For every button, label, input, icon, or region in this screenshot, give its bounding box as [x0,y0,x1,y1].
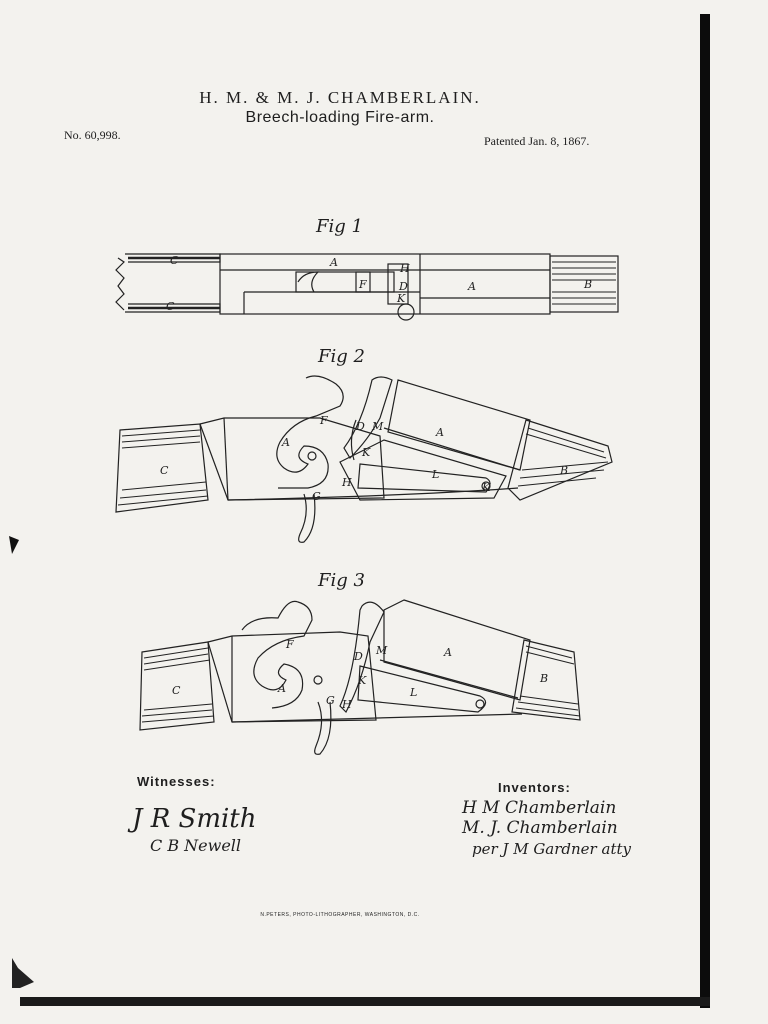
fig3-part-b: B [540,672,549,685]
fig3-part-k: K [358,674,367,687]
fig1-part-c-lower: C [166,300,175,313]
fig2-part-m: M [372,420,384,433]
fig1-label: Fig 1 [316,216,363,237]
fig3-part-c: C [172,684,181,697]
inventors-heading: Inventors: [498,780,571,795]
patent-date: Patented Jan. 8, 1867. [484,134,590,148]
fig1-part-a-left: A [330,256,338,269]
fig1-part-f: F [359,278,367,291]
inventor-signature-3: per J M Gardner atty [472,840,631,858]
witnesses-heading: Witnesses: [137,774,216,789]
fig3-part-g: G [326,694,335,707]
patent-number: No. 60,998. [64,128,121,142]
inventor-signature-1: H M Chamberlain [462,798,617,818]
fig1-part-k: K [397,292,406,305]
inventor-signature-2: M. J. Chamberlain [462,818,618,838]
lithographer-credit: N.PETERS, PHOTO-LITHOGRAPHER, WASHINGTON, D.C. [260,912,420,918]
fig2-part-k: K [362,446,371,459]
fig2-part-f: F [320,414,328,427]
scan-bottom-bar [20,997,710,1006]
fig1-part-d: D [399,280,408,293]
fig1-part-c-upper: C [170,254,179,267]
fig2-part-c: C [160,464,169,477]
fig2-part-k-pivot: K [482,481,491,494]
fig2-part-d: D [356,420,365,433]
fig2-part-l: L [432,468,440,481]
witness-signature-1: J R Smith [132,804,257,834]
fig1-part-b: B [584,278,593,291]
fig3-part-a-right: A [444,646,452,659]
fig3-part-f: F [286,638,294,651]
fig3-label: Fig 3 [318,570,365,591]
fig2-part-h: H [342,476,352,489]
fig1-part-a-right: A [468,280,476,293]
fig1-part-h: H [400,262,410,275]
fig3-part-l: L [410,686,418,699]
fig2-part-a-left: A [282,436,290,449]
scan-edge-bar [700,14,710,1008]
fig2-part-b: B [560,464,569,477]
fig3-part-a-left: A [278,682,286,695]
fig3-part-m: M [376,644,388,657]
fig3-part-d: D [354,650,363,663]
patent-subtitle: Breech-loading Fire-arm. [245,109,435,126]
scan-smudge [12,958,34,988]
patent-title: H. M. & M. J. CHAMBERLAIN. [199,88,481,107]
fig2-part-g: G [312,490,321,503]
witness-signature-2: C B Newell [150,836,242,855]
fig3-part-h: H [342,698,352,711]
fig2-part-a-right: A [436,426,444,439]
scan-mark [9,536,19,554]
fig2-label: Fig 2 [318,346,365,367]
